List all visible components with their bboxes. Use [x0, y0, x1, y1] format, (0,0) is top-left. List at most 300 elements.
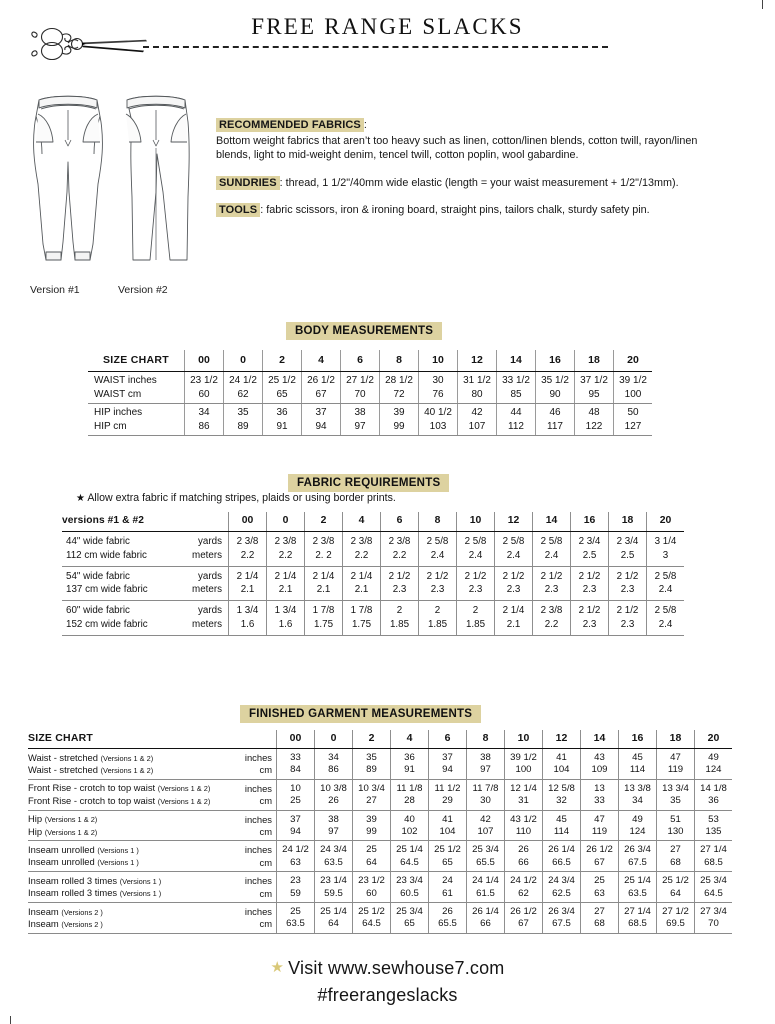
recommended-fabrics-text: Bottom weight fabrics that aren’t too heavy such as linen, cotton/linen blends, cotton twill, rayon/linen blends, light to mid-weight denim, tencel twill, cotton poplin, wool gabardine.	[216, 135, 698, 162]
cell: 64.5	[695, 887, 733, 902]
cell: 60	[353, 887, 391, 902]
cell: 48	[575, 404, 614, 420]
cell: 1.6	[229, 618, 267, 635]
star-bullet-icon: ★	[76, 493, 85, 504]
scissors-icon	[28, 26, 178, 62]
cell: 130	[657, 826, 695, 841]
cell: 10 3/4	[353, 779, 391, 794]
cell: 25 1/2	[657, 872, 695, 887]
cell: 11 7/8	[467, 779, 505, 794]
size-col-4: 4	[391, 730, 429, 749]
cell: 2 5/8	[495, 532, 533, 549]
size-col-12: 12	[543, 730, 581, 749]
cell: 127	[614, 420, 653, 436]
cell: 2 5/8	[419, 532, 457, 549]
cell: 39 1/2	[505, 749, 543, 764]
cell: 3 1/4	[647, 532, 685, 549]
cell: 25 1/2	[353, 903, 391, 918]
row-label-note: (Versions 1 & 2)	[100, 753, 154, 763]
cell: 61	[429, 887, 467, 902]
cell: 2.5	[609, 549, 647, 566]
cell: 26 3/4	[543, 903, 581, 918]
recommended-fabrics-heading-line	[216, 118, 716, 132]
row-label	[28, 749, 240, 764]
table-row	[88, 420, 652, 436]
version-2-label: Version #2	[118, 284, 168, 296]
unit-header	[240, 730, 277, 749]
body-measurements-table-wrap	[88, 350, 652, 436]
cell: 37	[277, 810, 315, 825]
fabric-requirements-thead	[62, 512, 684, 532]
row-unit: cm	[240, 887, 277, 902]
cell: 63.5	[277, 918, 315, 933]
cell: 95	[575, 388, 614, 404]
cell: 2 5/8	[457, 532, 495, 549]
cell: 2	[457, 601, 495, 618]
sundries-block	[216, 176, 716, 190]
row-label	[28, 856, 240, 871]
cell: 2.4	[533, 549, 571, 566]
cell: 2.4	[495, 549, 533, 566]
cell: 67.5	[543, 918, 581, 933]
size-col-8: 8	[419, 512, 457, 532]
cell: 45	[619, 749, 657, 764]
footer-hashtag[interactable]: #freerangeslacks	[317, 985, 458, 1005]
cell: 24 3/4	[543, 872, 581, 887]
cell: 24 1/2	[505, 872, 543, 887]
cell: 11 1/2	[429, 779, 467, 794]
cell: 63	[277, 856, 315, 871]
cell: 2 3/8	[229, 532, 267, 549]
size-col-6: 6	[341, 350, 380, 372]
cell: 3	[647, 549, 685, 566]
row-unit: cm	[240, 764, 277, 779]
cell: 2.1	[229, 583, 267, 600]
cell: 85	[497, 388, 536, 404]
cell: 68.5	[695, 856, 733, 871]
cell: 25 3/4	[695, 872, 733, 887]
cell: 119	[581, 826, 619, 841]
cell: 26	[505, 841, 543, 856]
size-col-16: 16	[619, 730, 657, 749]
cell: 64	[353, 856, 391, 871]
table-row	[28, 810, 732, 825]
cell: 10	[277, 779, 315, 794]
row-label-note: (Versions 1 )	[97, 845, 139, 855]
cell: 69.5	[657, 918, 695, 933]
cell: 68	[581, 918, 619, 933]
cell: 35	[657, 795, 695, 810]
cell: 34	[619, 795, 657, 810]
tools-block	[216, 203, 716, 217]
recommended-fabrics-block	[216, 118, 716, 163]
cell: 41	[543, 749, 581, 764]
cell: 65	[263, 388, 302, 404]
cell: 94	[277, 826, 315, 841]
cell: 25	[581, 872, 619, 887]
row-label-text: Waist - stretched	[28, 763, 98, 775]
cell: 2.3	[571, 583, 609, 600]
cell: 2 3/8	[305, 532, 343, 549]
cell: 2.2	[533, 618, 571, 635]
cell: 72	[380, 388, 419, 404]
size-col-10: 10	[419, 350, 458, 372]
finished-size-chart-header: SIZE CHART	[28, 730, 240, 749]
cell: 37	[302, 404, 341, 420]
cell: 2.2	[229, 549, 267, 566]
cell: 25 3/4	[391, 903, 429, 918]
garment-illustrations	[22, 92, 212, 292]
table-row	[88, 372, 652, 388]
row-label: 54" wide fabric	[66, 570, 130, 582]
row-label	[28, 779, 240, 794]
cell: 35 1/2	[536, 372, 575, 388]
cell: 100	[505, 764, 543, 779]
cell: 76	[419, 388, 458, 404]
table-row	[28, 903, 732, 918]
cell: 97	[341, 420, 380, 436]
cell: 27 1/2	[657, 903, 695, 918]
row-label-text: Inseam unrolled	[28, 856, 95, 868]
size-col-18: 18	[657, 730, 695, 749]
cell: 110	[505, 826, 543, 841]
body-measurements-banner: BODY MEASUREMENTS	[286, 322, 442, 340]
row-label-text: Waist - stretched	[28, 751, 98, 763]
size-col-14: 14	[581, 730, 619, 749]
cell: 1.85	[381, 618, 419, 635]
cell: 1.6	[267, 618, 305, 635]
cell: 46	[536, 404, 575, 420]
sundries-heading: SUNDRIES	[216, 176, 280, 190]
row-label-note: (Versions 2 )	[61, 919, 103, 929]
row-unit: inches	[244, 782, 272, 794]
size-col-2: 2	[263, 350, 302, 372]
cell: 64	[657, 887, 695, 902]
fabric-note-text: Allow extra fabric if matching stripes, plaids or using border prints.	[87, 492, 396, 504]
cell: 39	[353, 810, 391, 825]
cell: 2 3/4	[571, 532, 609, 549]
cell: 25	[277, 903, 315, 918]
cell: 30	[419, 372, 458, 388]
cell: 68	[657, 856, 695, 871]
cell: 124	[619, 826, 657, 841]
row-label	[28, 918, 240, 933]
cell: 102	[391, 826, 429, 841]
cell: 103	[419, 420, 458, 436]
cell: 23 1/2	[185, 372, 224, 388]
table-row	[62, 601, 684, 618]
cell: 104	[543, 764, 581, 779]
cell: 24 1/2	[277, 841, 315, 856]
unit-header	[184, 512, 229, 532]
size-col-8: 8	[467, 730, 505, 749]
cell: 1 3/4	[229, 601, 267, 618]
row-label-text: Hip	[28, 813, 43, 825]
cell: 2.1	[305, 583, 343, 600]
row-label-note: (Versions 1 & 2)	[44, 827, 98, 837]
cell: 66.5	[543, 856, 581, 871]
table-header-row	[28, 730, 732, 749]
size-col-12: 12	[458, 350, 497, 372]
table-row	[28, 856, 732, 871]
size-col-00: 00	[185, 350, 224, 372]
row-label: WAIST cm	[88, 388, 185, 404]
cell: 2.1	[343, 583, 381, 600]
finished-garment-table	[28, 730, 732, 934]
cell: 124	[695, 764, 733, 779]
cell: 2. 2	[305, 549, 343, 566]
cell: 28 1/2	[380, 372, 419, 388]
cell: 14 1/8	[695, 779, 733, 794]
fabrics-colon: :	[363, 119, 367, 131]
cell: 97	[467, 764, 505, 779]
row-label-note: (Versions 1 & 2)	[157, 796, 211, 806]
cell: 99	[380, 420, 419, 436]
cell: 67.5	[619, 856, 657, 871]
cell: 23 1/2	[353, 872, 391, 887]
row-label	[28, 810, 240, 825]
cell: 24 3/4	[315, 841, 353, 856]
cell: 32	[543, 795, 581, 810]
recommended-fabrics-heading: RECOMMENDED FABRICS	[216, 118, 364, 132]
cell: 29	[429, 795, 467, 810]
finished-garment-thead	[28, 730, 732, 749]
row-label-note: (Versions 1 )	[97, 858, 139, 868]
sundries-line	[216, 176, 716, 190]
cell: 91	[263, 420, 302, 436]
cell: 34	[185, 404, 224, 420]
cell: 2.1	[495, 618, 533, 635]
cell: 1.75	[305, 618, 343, 635]
pattern-info	[216, 118, 716, 217]
cell: 26	[315, 795, 353, 810]
document-header	[0, 0, 775, 78]
cell: 1.85	[419, 618, 457, 635]
cell: 27 1/2	[341, 372, 380, 388]
cell: 13	[581, 779, 619, 794]
finished-garment-table-wrap	[28, 730, 732, 934]
cell: 63.5	[619, 887, 657, 902]
fabric-note	[76, 492, 396, 504]
cell: 104	[429, 826, 467, 841]
table-row	[28, 779, 732, 794]
cell: 89	[353, 764, 391, 779]
cell: 26 1/2	[302, 372, 341, 388]
cell: 67	[581, 856, 619, 871]
cell: 27 1/4	[695, 841, 733, 856]
sundries-text: : thread, 1 1/2"/40mm wide elastic (length = your waist measurement + 1/2"/13mm).	[279, 176, 679, 189]
row-unit: cm	[240, 795, 277, 810]
size-col-20: 20	[695, 730, 733, 749]
cell: 11 1/8	[391, 779, 429, 794]
cell: 40	[391, 810, 429, 825]
cell: 94	[302, 420, 341, 436]
size-col-4: 4	[302, 350, 341, 372]
cell: 2.3	[571, 618, 609, 635]
cell: 84	[277, 764, 315, 779]
row-label-text: Inseam unrolled	[28, 843, 95, 855]
cell: 12 1/4	[505, 779, 543, 794]
size-col-2: 2	[305, 512, 343, 532]
cell: 114	[543, 826, 581, 841]
cell: 64	[315, 918, 353, 933]
cell: 109	[581, 764, 619, 779]
row-label-note: (Versions 1 & 2)	[44, 815, 98, 825]
row-label-note: (Versions 1 )	[119, 889, 162, 899]
cell: 39 1/2	[614, 372, 653, 388]
cell: 2 3/8	[381, 532, 419, 549]
size-col-8: 8	[380, 350, 419, 372]
cell: 63.5	[315, 856, 353, 871]
cell: 2 1/2	[609, 566, 647, 583]
table-row	[28, 795, 732, 810]
fabric-requirements-table	[62, 512, 684, 636]
row-label	[28, 764, 240, 779]
cell: 31	[505, 795, 543, 810]
size-col-6: 6	[381, 512, 419, 532]
cell: 43 1/2	[505, 810, 543, 825]
tools-text: : fabric scissors, iron & ironing board, straight pins, tailors chalk, sturdy safety pin.	[260, 203, 650, 216]
cell: 2 5/8	[647, 601, 685, 618]
cell: 25 1/4	[619, 872, 657, 887]
table-row	[62, 618, 684, 635]
cell: 25	[277, 795, 315, 810]
cell: 2 1/2	[457, 566, 495, 583]
cell: 47	[581, 810, 619, 825]
cell: 59	[277, 887, 315, 902]
cell: 112	[497, 420, 536, 436]
cell: 25 1/2	[263, 372, 302, 388]
cell: 2.2	[343, 549, 381, 566]
size-col-14: 14	[533, 512, 571, 532]
cell: 31 1/2	[458, 372, 497, 388]
size-col-6: 6	[429, 730, 467, 749]
size-col-0: 0	[315, 730, 353, 749]
cell: 2 1/4	[305, 566, 343, 583]
cell: 2.2	[381, 549, 419, 566]
cell: 37	[429, 749, 467, 764]
cell: 94	[429, 764, 467, 779]
cell: 2 1/4	[343, 566, 381, 583]
row-unit: inches	[244, 844, 272, 856]
row-label-text: Inseam	[28, 917, 59, 929]
size-col-16: 16	[571, 512, 609, 532]
cell: 65	[391, 918, 429, 933]
cell: 2.2	[267, 549, 305, 566]
table-row	[28, 826, 732, 841]
size-col-10: 10	[457, 512, 495, 532]
cell: 43	[581, 749, 619, 764]
table-row	[62, 566, 684, 583]
crop-mark-bottom-left	[10, 1016, 11, 1024]
cell: 119	[657, 764, 695, 779]
cell: 2.5	[571, 549, 609, 566]
row-unit: meters	[184, 583, 229, 600]
cell: 30	[467, 795, 505, 810]
row-label-text: Inseam rolled 3 times	[28, 874, 118, 886]
row-label: 44" wide fabric	[66, 536, 130, 547]
size-col-20: 20	[647, 512, 685, 532]
cell: 24	[429, 872, 467, 887]
row-label-note: (Versions 1 & 2)	[100, 765, 154, 775]
table-row	[62, 532, 684, 549]
cell: 27 1/4	[619, 903, 657, 918]
cell: 25 3/4	[467, 841, 505, 856]
row-unit: meters	[184, 549, 229, 566]
cell: 35	[353, 749, 391, 764]
cell: 1.85	[457, 618, 495, 635]
row-label: HIP cm	[88, 420, 185, 436]
cell: 24 1/4	[467, 872, 505, 887]
cell: 24 1/2	[224, 372, 263, 388]
cell: 13 3/8	[619, 779, 657, 794]
cell: 2 1/2	[533, 566, 571, 583]
row-label-note: (Versions 1 & 2)	[157, 784, 211, 794]
row-label	[28, 887, 240, 902]
star-icon: ★	[270, 959, 285, 976]
cell: 86	[185, 420, 224, 436]
size-col-0: 0	[267, 512, 305, 532]
cell: 49	[619, 810, 657, 825]
cell: 23 3/4	[391, 872, 429, 887]
row-unit: inches	[244, 906, 272, 918]
cell: 59.5	[315, 887, 353, 902]
cell: 1 7/8	[305, 601, 343, 618]
row-label	[28, 795, 240, 810]
cell: 67	[505, 918, 543, 933]
table-header-row	[88, 350, 652, 372]
cell: 2.1	[267, 583, 305, 600]
version-labels	[22, 284, 212, 300]
cell: 25 1/4	[315, 903, 353, 918]
footer-website[interactable]: Visit www.sewhouse7.com	[288, 958, 505, 978]
size-col-4: 4	[343, 512, 381, 532]
row-unit: cm	[240, 918, 277, 933]
table-row	[28, 841, 732, 856]
cell: 1.75	[343, 618, 381, 635]
cell: 62	[505, 887, 543, 902]
size-col-18: 18	[609, 512, 647, 532]
fabric-requirements-banner: FABRIC REQUIREMENTS	[288, 474, 449, 492]
row-unit: inches	[244, 875, 272, 887]
row-label	[28, 872, 240, 887]
cell: 27	[581, 903, 619, 918]
table-row	[62, 583, 684, 600]
table-row	[28, 918, 732, 933]
tools-heading: TOOLS	[216, 203, 260, 217]
cell: 107	[458, 420, 497, 436]
cell: 26	[429, 903, 467, 918]
body-measurements-table	[88, 350, 652, 436]
row-unit: cm	[240, 856, 277, 871]
table-row	[28, 872, 732, 887]
cell: 122	[575, 420, 614, 436]
cell: 37 1/2	[575, 372, 614, 388]
table-row	[28, 749, 732, 764]
row-label-text: Hip	[28, 825, 43, 837]
body-measurements-tbody	[88, 372, 652, 436]
cell: 36	[391, 749, 429, 764]
cell: 34	[315, 749, 353, 764]
row-label-text: Front Rise - crotch to top waist	[28, 782, 156, 794]
size-col-16: 16	[536, 350, 575, 372]
cell: 28	[391, 795, 429, 810]
cell: 2.4	[419, 549, 457, 566]
cell: 12 5/8	[543, 779, 581, 794]
row-unit: meters	[184, 618, 229, 635]
cell: 89	[224, 420, 263, 436]
row-label: 60" wide fabric	[66, 605, 130, 617]
